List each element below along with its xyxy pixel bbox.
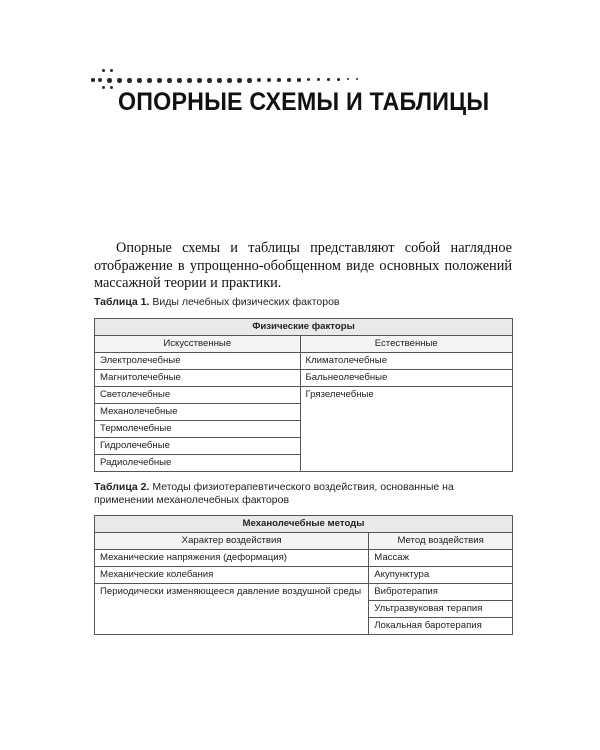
- table-cell: Светолечебные: [95, 387, 301, 404]
- dot-ornament: [237, 78, 242, 83]
- table-cell: Вибротерапия: [369, 584, 513, 601]
- dot-ornament: [337, 78, 340, 81]
- dot-ornament: [147, 78, 152, 83]
- table2-caption: [94, 481, 514, 507]
- page-title: ОПОРНЫЕ СХЕМЫ И ТАБЛИЦЫ: [118, 88, 490, 116]
- table-cell: Акупунктура: [369, 567, 513, 584]
- dot-ornament: [187, 78, 192, 83]
- table-cell: Механические напряжения (деформация): [95, 550, 369, 567]
- dot-ornament: [177, 78, 182, 83]
- dot-ornament: [217, 78, 222, 83]
- table-physical-factors: [94, 318, 513, 472]
- table1-col-natural: Естественные: [300, 336, 513, 353]
- table1-caption: [94, 296, 514, 309]
- table-cell: Магнитолечебные: [95, 370, 301, 387]
- table2-caption-text: Методы физиотерапевтического воздействия, основанные на применении механолечебных факторов: [94, 481, 454, 506]
- dot-ornament: [110, 69, 113, 72]
- dot-ornament: [257, 78, 261, 82]
- dot-ornament: [347, 78, 349, 80]
- table-cell: Локальная баротерапия: [369, 618, 513, 635]
- decorative-dots: [88, 66, 388, 90]
- table2-col-character: Характер воздействия: [95, 533, 369, 550]
- dot-ornament: [247, 78, 252, 83]
- table-cell: Ультразвуковая терапия: [369, 601, 513, 618]
- table1-caption-label: Таблица 1.: [94, 296, 150, 308]
- dot-ornament: [127, 78, 132, 83]
- dot-ornament: [317, 78, 320, 81]
- table-cell: Электролечебные: [95, 353, 301, 370]
- dot-ornament: [102, 86, 105, 89]
- table2-caption-label: Таблица 2.: [94, 481, 150, 493]
- table-mechanotherapy-methods: [94, 515, 513, 635]
- dot-ornament: [98, 78, 102, 82]
- dot-ornament: [327, 78, 330, 81]
- table-cell: Радиолечебные: [95, 455, 301, 472]
- table1-col-artificial: Искусственные: [95, 336, 301, 353]
- intro-paragraph: [94, 240, 512, 293]
- dot-ornament: [91, 78, 95, 82]
- table2-header: Механолечебные методы: [95, 516, 513, 533]
- table2-col-method: Метод воздействия: [369, 533, 513, 550]
- dot-ornament: [207, 78, 212, 83]
- dot-ornament: [137, 78, 142, 83]
- table-cell: Грязелечебные: [300, 387, 513, 472]
- dot-ornament: [297, 78, 301, 82]
- dot-ornament: [307, 78, 310, 81]
- dot-ornament: [117, 78, 122, 83]
- dot-ornament: [157, 78, 162, 83]
- dot-ornament: [107, 78, 112, 83]
- dot-ornament: [167, 78, 172, 83]
- table-cell: Бальнеолечебные: [300, 370, 513, 387]
- dot-ornament: [287, 78, 291, 82]
- dot-ornament: [267, 78, 271, 82]
- table-cell: Периодически изменяющееся давление воздушной среды: [95, 584, 369, 635]
- table-cell: Массаж: [369, 550, 513, 567]
- table1-caption-text: Виды лечебных физических факторов: [149, 296, 340, 308]
- dot-ornament: [277, 78, 281, 82]
- table1-header: Физические факторы: [95, 319, 513, 336]
- dot-ornament: [197, 78, 202, 83]
- table-cell: Механолечебные: [95, 404, 301, 421]
- dot-ornament: [110, 86, 113, 89]
- dot-ornament: [102, 69, 105, 72]
- dot-ornament: [227, 78, 232, 83]
- table-cell: Климатолечебные: [300, 353, 513, 370]
- table-cell: Термолечебные: [95, 421, 301, 438]
- table-cell: Механические колебания: [95, 567, 369, 584]
- dot-ornament: [356, 78, 358, 80]
- table-cell: Гидролечебные: [95, 438, 301, 455]
- intro-text: Опорные схемы и таблицы представляют собой наглядное отображение в упрощенно-обобщенном виде основных положений массажной теории и практики.: [94, 240, 512, 291]
